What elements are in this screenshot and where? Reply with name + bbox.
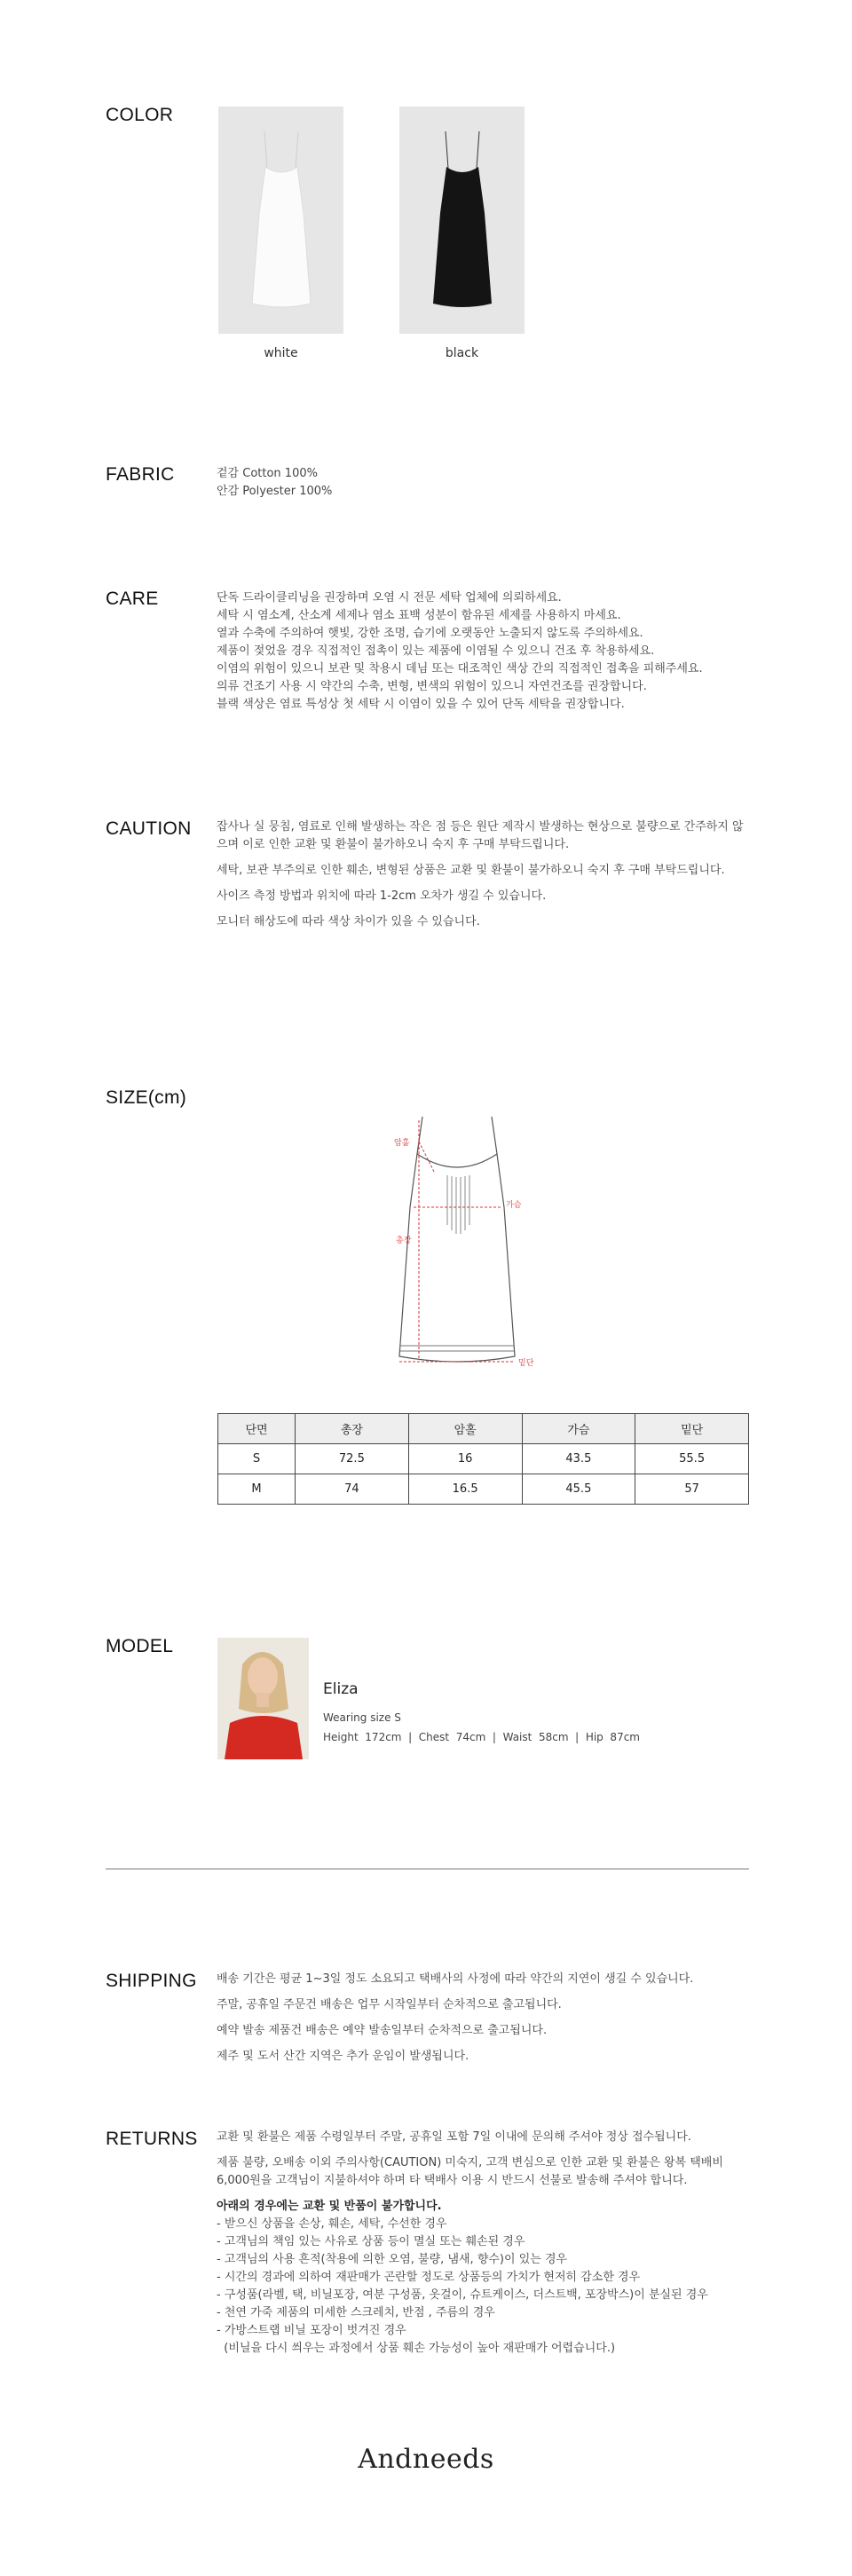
caution-text [217,818,749,939]
list-item: - 구성품(라벨, 택, 비닐포장, 여분 구성품, 옷걸이, 슈트케이스, 더스트백, 포장박스)이 분실된 경우 [217,2288,708,2302]
size-diagram [382,1110,559,1376]
list-item: - 고객님의 사용 흔적(착용에 의한 오염, 불량, 냄새, 향수)이 있는 경우 [217,2253,568,2266]
returns-paragraph: 제품 불량, 오배송 이외 주의사항(CAUTION) 미숙지, 고객 변심으로 인한 교환 및 환불은 왕복 택배비 6,000원을 고객님이 지불하셔야 하며 타 택배사 이용 시 반드시 선불로 발송해 주셔야 합니다. [217,2156,723,2187]
size-table-header-row [218,1414,749,1444]
list-item: - 받으신 상품을 손상, 훼손, 세탁, 수선한 경우 [217,2217,447,2231]
size-table-header: 총장 [296,1414,409,1444]
color-heading: COLOR [106,105,174,125]
care-line: 단독 드라이클리닝을 권장하며 오염 시 전문 세탁 업체에 의뢰하세요. [217,591,562,604]
size-table-header: 암홀 [408,1414,522,1444]
table-cell: 45.5 [522,1474,635,1505]
caution-paragraph: 사이즈 측정 방법과 위치에 따라 1-2cm 오차가 생길 수 있습니다. [217,889,547,903]
caution-paragraph: 모니터 해상도에 따라 색상 차이가 있을 수 있습니다. [217,915,480,928]
model-wearing-size: Wearing size S [323,1711,401,1724]
color-label-black: black [445,346,479,360]
table-row [218,1474,749,1505]
list-item: - 고객님의 책임 있는 사유로 상품 등이 멸실 또는 훼손된 경우 [217,2235,525,2248]
care-text [217,589,749,714]
table-cell: 16.5 [408,1474,522,1505]
model-name: Eliza [323,1680,359,1698]
diagram-label-length: 총장 [396,1237,412,1245]
model-photo [217,1638,309,1759]
caution-paragraph: 세탁, 보관 부주의로 인한 훼손, 변형된 상품은 교환 및 환불이 불가하오니 숙지 후 구매 부탁드립니다. [217,864,725,877]
care-heading: CARE [106,589,159,609]
shipping-paragraph: 제주 및 도서 산간 지역은 추가 운임이 발생됩니다. [217,2050,469,2063]
model-measurements: Height 172cm | Chest 74cm | Waist 58cm | Hip 87cm [323,1731,640,1743]
caution-paragraph: 잡사나 실 뭉침, 염료로 인해 발생하는 작은 점 등은 원단 제작시 발생하는 현상으로 불량으로 간주하지 않으며 이로 인한 교환 및 환불이 불가하오니 숙지 후 구매 부탁드립니다. [217,820,744,851]
care-line: 의류 건조기 사용 시 약간의 수축, 변형, 변색의 위험이 있으니 자연건조를 권장합니다. [217,680,647,693]
returns-text [217,2129,749,2358]
fabric-text [217,465,749,501]
caution-heading: CAUTION [106,818,192,839]
black-dress-image [399,107,525,334]
care-line: 제품이 젖었을 경우 직접적인 접촉이 있는 제품에 이염될 수 있으니 건조 후 착용하세요. [217,644,655,658]
care-line: 열과 수축에 주의하여 햇빛, 강한 조명, 습기에 오랫동안 노출되지 않도록 주의하세요. [217,627,643,640]
table-cell: M [218,1474,296,1505]
list-item: (비닐을 다시 씌우는 과정에서 상품 훼손 가능성이 높아 재판매가 어렵습니다.) [217,2342,616,2355]
diagram-label-hem: 밑단 [518,1359,534,1368]
shipping-paragraph: 예약 발송 제품건 배송은 예약 발송일부터 순차적으로 출고됩니다. [217,2024,548,2037]
list-item: - 가방스트랩 비닐 포장이 벗겨진 경우 [217,2324,406,2337]
diagram-label-armhole: 암홀 [394,1139,410,1148]
size-table-header: 가슴 [522,1414,635,1444]
fabric-heading: FABRIC [106,464,175,485]
white-dress-image [218,107,343,334]
size-heading: SIZE(cm) [106,1087,187,1108]
diagram-label-chest: 가슴 [506,1201,522,1210]
care-line: 블랙 색상은 염료 특성상 첫 세탁 시 이염이 있을 수 있어 단독 세탁을 권장합니다. [217,698,625,711]
shipping-paragraph: 배송 기간은 평균 1~3일 정도 소요되고 택배사의 사정에 따라 약간의 지연이 생길 수 있습니다. [217,1972,694,1986]
care-line: 세탁 시 염소계, 산소계 세제나 염소 표백 성분이 함유된 세제를 사용하지 마세요. [217,609,621,622]
table-row [218,1444,749,1474]
table-cell: 74 [296,1474,409,1505]
shipping-paragraph: 주말, 공휴일 주문건 배송은 업무 시작일부터 순차적으로 출고됩니다. [217,1998,562,2011]
list-item: - 시간의 경과에 의하여 재판매가 곤란할 정도로 상품등의 가치가 현저히 감소한 경우 [217,2271,641,2284]
list-item: - 천연 가죽 제품의 미세한 스크레치, 반점 , 주름의 경우 [217,2306,495,2319]
table-cell: S [218,1444,296,1474]
fabric-lining: 안감 Polyester 100% [217,485,333,498]
table-cell: 72.5 [296,1444,409,1474]
fabric-outer: 겉감 Cotton 100% [217,467,318,480]
shipping-heading: SHIPPING [106,1971,197,1991]
table-cell: 57 [635,1474,749,1505]
table-cell: 43.5 [522,1444,635,1474]
size-table-header: 밑단 [635,1414,749,1444]
size-table-header: 단면 [218,1414,296,1444]
care-line: 이염의 위험이 있으니 보관 및 착용시 데님 또는 대조적인 색상 간의 직접적인 접촉을 피해주세요. [217,662,703,676]
color-label-white: white [264,346,298,360]
returns-list-title: 아래의 경우에는 교환 및 반품이 불가합니다. [217,2200,442,2213]
size-table [217,1413,749,1505]
returns-heading: RETURNS [106,2129,198,2149]
table-cell: 55.5 [635,1444,749,1474]
shipping-text [217,1971,749,2074]
returns-paragraph: 교환 및 환불은 제품 수령일부터 주말, 공휴일 포함 7일 이내에 문의해 주셔야 정상 접수됩니다. [217,2130,691,2144]
model-heading: MODEL [106,1636,174,1656]
table-cell: 16 [408,1444,522,1474]
brand-logo: Andneeds [358,2444,494,2475]
